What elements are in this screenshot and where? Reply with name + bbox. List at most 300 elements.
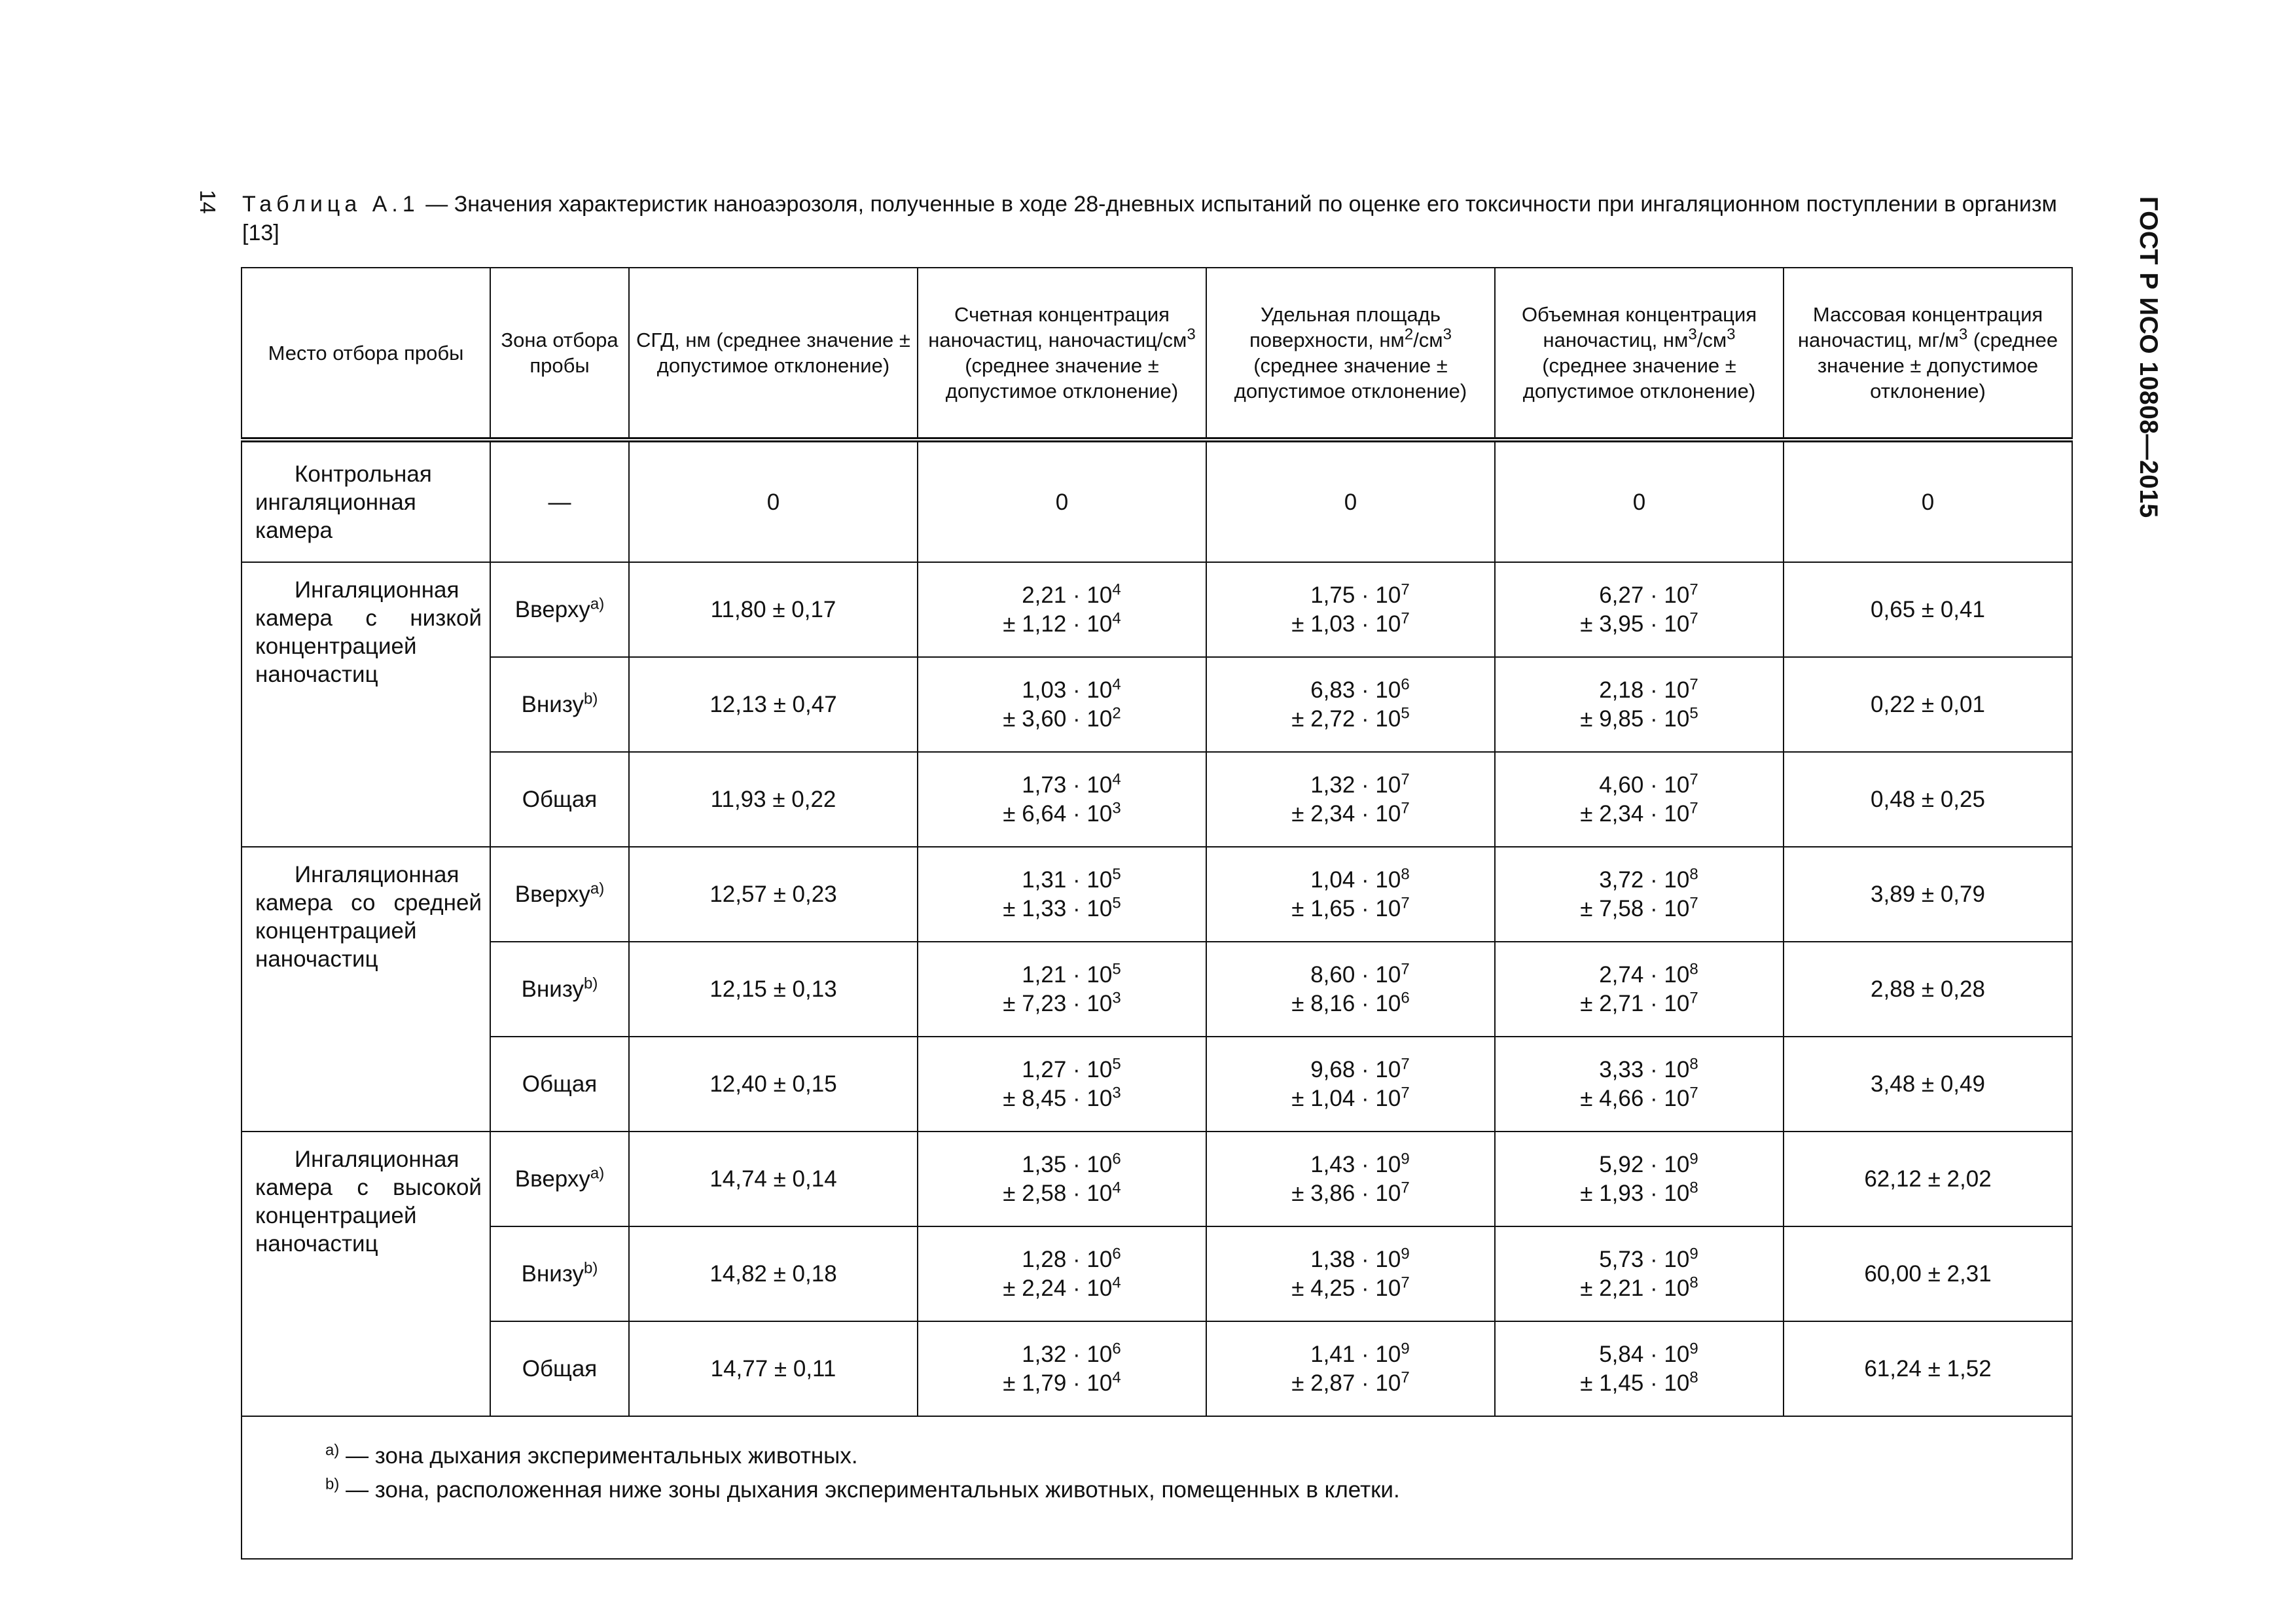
table-caption bbox=[242, 190, 2081, 247]
exponent: 4 bbox=[1112, 1368, 1121, 1386]
deviation-line bbox=[1580, 1369, 1698, 1398]
deviation-line bbox=[1291, 1084, 1409, 1113]
mean-line bbox=[1580, 676, 1698, 705]
sgd-cell: 11,93 ± 0,22 bbox=[629, 752, 918, 847]
mantissa: 1,35 · 10 bbox=[1022, 1151, 1113, 1177]
exponent: 6 bbox=[1112, 1244, 1121, 1262]
header-volume-concentration-text: /см bbox=[1696, 329, 1727, 351]
header-superscript: 3 bbox=[1727, 325, 1736, 344]
mantissa: ± 1,04 · 10 bbox=[1291, 1085, 1401, 1111]
mean-line bbox=[1003, 1340, 1121, 1369]
mean-line bbox=[1003, 961, 1121, 990]
mantissa: ± 2,21 · 10 bbox=[1580, 1275, 1690, 1301]
volume-cell bbox=[1495, 1321, 1784, 1416]
mantissa: 1,04 · 10 bbox=[1310, 866, 1401, 893]
header-superscript: 3 bbox=[1688, 325, 1697, 344]
volume-cell-value bbox=[1580, 581, 1698, 639]
surface-cell bbox=[1206, 1226, 1495, 1321]
exponent: 9 bbox=[1689, 1339, 1698, 1357]
header-mass-concentration-text: (среднее значение ± допустимое отклонение) bbox=[1817, 329, 2058, 402]
mass-cell: 0,48 ± 0,25 bbox=[1784, 752, 2072, 847]
sgd-cell: 14,82 ± 0,18 bbox=[629, 1226, 918, 1321]
exponent: 5 bbox=[1401, 704, 1410, 722]
count-cell-value bbox=[1003, 1056, 1121, 1113]
exponent: 7 bbox=[1401, 798, 1410, 817]
mean-line bbox=[1003, 771, 1121, 800]
mantissa: ± 1,12 · 10 bbox=[1003, 611, 1113, 637]
deviation-line bbox=[1003, 990, 1121, 1018]
surface-cell-value bbox=[1291, 771, 1409, 829]
mean-line bbox=[1003, 1056, 1121, 1084]
place-text: Ингаляционная камера с низкой концентрацией наночастиц bbox=[255, 577, 482, 687]
surface-cell bbox=[1206, 847, 1495, 942]
surface-cell-value bbox=[1291, 961, 1409, 1018]
mean-line bbox=[1291, 1340, 1409, 1369]
exponent: 6 bbox=[1112, 1339, 1121, 1357]
mantissa: ± 1,03 · 10 bbox=[1291, 611, 1401, 637]
table-row bbox=[242, 752, 2072, 847]
deviation-line bbox=[1003, 1084, 1121, 1113]
place-text: Ингаляционная камера с высокой концентрацией наночастиц bbox=[255, 1147, 482, 1257]
zone-text: Общая bbox=[522, 787, 598, 812]
exponent: 4 bbox=[1112, 770, 1121, 788]
surface-cell bbox=[1206, 752, 1495, 847]
deviation-line bbox=[1291, 1274, 1409, 1303]
deviation-line bbox=[1291, 990, 1409, 1018]
place-cell bbox=[242, 847, 490, 1132]
mean-line bbox=[1291, 581, 1409, 610]
control-mass-cell: 0 bbox=[1784, 440, 2072, 562]
mantissa: ± 4,66 · 10 bbox=[1580, 1085, 1690, 1111]
mass-cell: 3,89 ± 0,79 bbox=[1784, 847, 2072, 942]
deviation-line bbox=[1580, 705, 1698, 734]
exponent: 3 bbox=[1112, 798, 1121, 817]
mantissa: 5,92 · 10 bbox=[1599, 1151, 1690, 1177]
zone-cell bbox=[490, 1132, 629, 1226]
table-row bbox=[242, 1226, 2072, 1321]
zone-text: Внизу bbox=[521, 1261, 584, 1287]
page-number: 14 bbox=[196, 190, 220, 214]
deviation-line bbox=[1291, 610, 1409, 639]
header-superscript: 2 bbox=[1404, 325, 1414, 344]
count-cell-value bbox=[1003, 961, 1121, 1018]
zone-cell bbox=[490, 1226, 629, 1321]
exponent: 8 bbox=[1689, 1368, 1698, 1386]
mean-line bbox=[1580, 581, 1698, 610]
header-place: Место отбора пробы bbox=[242, 268, 490, 440]
count-cell-value bbox=[1003, 1340, 1121, 1398]
exponent: 7 bbox=[1689, 580, 1698, 598]
sgd-cell: 14,77 ± 0,11 bbox=[629, 1321, 918, 1416]
exponent: 7 bbox=[1689, 675, 1698, 693]
zone-text: Вверху bbox=[514, 882, 590, 907]
mass-cell: 0,65 ± 0,41 bbox=[1784, 562, 2072, 657]
table-header-row bbox=[242, 268, 2072, 440]
table-row bbox=[242, 1132, 2072, 1226]
mantissa: ± 3,60 · 10 bbox=[1003, 705, 1113, 732]
volume-cell bbox=[1495, 1132, 1784, 1226]
surface-cell-value bbox=[1291, 1340, 1409, 1398]
exponent: 7 bbox=[1401, 1054, 1410, 1073]
exponent: 7 bbox=[1689, 893, 1698, 912]
exponent: 5 bbox=[1112, 1054, 1121, 1073]
exponent: 3 bbox=[1112, 988, 1121, 1007]
header-mass-concentration-text: Массовая концентрация наночастиц, мг/м bbox=[1797, 303, 2043, 351]
exponent: 7 bbox=[1689, 988, 1698, 1007]
count-cell bbox=[918, 942, 1206, 1037]
mantissa: 2,18 · 10 bbox=[1599, 677, 1690, 703]
deviation-line bbox=[1291, 1179, 1409, 1208]
header-superscript: 3 bbox=[1958, 325, 1968, 344]
mantissa: ± 2,24 · 10 bbox=[1003, 1275, 1113, 1301]
header-superscript: 3 bbox=[1443, 325, 1452, 344]
header-count-concentration-text: (среднее значение ± допустимое отклонение) bbox=[945, 354, 1179, 402]
exponent: 9 bbox=[1401, 1339, 1410, 1357]
mean-line bbox=[1291, 771, 1409, 800]
mantissa: 1,32 · 10 bbox=[1310, 772, 1401, 798]
mean-line bbox=[1580, 1245, 1698, 1274]
mantissa: ± 4,25 · 10 bbox=[1291, 1275, 1401, 1301]
exponent: 7 bbox=[1401, 1083, 1410, 1101]
volume-cell-value bbox=[1580, 866, 1698, 923]
header-count-concentration bbox=[918, 268, 1206, 440]
deviation-line bbox=[1580, 990, 1698, 1018]
header-sgd: СГД, нм (среднее значение ± допустимое отклонение) bbox=[629, 268, 918, 440]
mean-line bbox=[1580, 1340, 1698, 1369]
sgd-cell: 14,74 ± 0,14 bbox=[629, 1132, 918, 1226]
mantissa: ± 3,86 · 10 bbox=[1291, 1180, 1401, 1206]
place-text: Ингаляционная камера со средней концентрацией наночастиц bbox=[255, 862, 482, 972]
deviation-line bbox=[1580, 1179, 1698, 1208]
zone-note: a) bbox=[590, 880, 605, 898]
table-row bbox=[242, 562, 2072, 657]
mean-line bbox=[1291, 1150, 1409, 1179]
surface-cell-value bbox=[1291, 581, 1409, 639]
mantissa: 1,27 · 10 bbox=[1022, 1056, 1113, 1082]
footnote-a bbox=[325, 1439, 2065, 1473]
zone-text: Внизу bbox=[521, 692, 584, 717]
count-cell bbox=[918, 562, 1206, 657]
footnotes-cell bbox=[242, 1416, 2072, 1559]
exponent: 7 bbox=[1401, 609, 1410, 627]
deviation-line bbox=[1003, 610, 1121, 639]
exponent: 7 bbox=[1689, 609, 1698, 627]
zone-note: b) bbox=[584, 690, 598, 708]
exponent: 7 bbox=[1401, 1178, 1410, 1196]
deviation-line bbox=[1003, 1179, 1121, 1208]
exponent: 7 bbox=[1401, 1368, 1410, 1386]
mantissa: ± 2,34 · 10 bbox=[1291, 800, 1401, 827]
mantissa: 1,31 · 10 bbox=[1022, 866, 1113, 893]
mantissa: ± 2,58 · 10 bbox=[1003, 1180, 1113, 1206]
mantissa: 1,32 · 10 bbox=[1022, 1341, 1113, 1367]
surface-cell bbox=[1206, 1037, 1495, 1132]
deviation-line bbox=[1580, 1084, 1698, 1113]
mantissa: ± 2,34 · 10 bbox=[1580, 800, 1690, 827]
zone-text: Вверху bbox=[514, 1166, 590, 1192]
exponent: 8 bbox=[1689, 865, 1698, 883]
count-cell bbox=[918, 657, 1206, 752]
mantissa: ± 8,45 · 10 bbox=[1003, 1085, 1113, 1111]
sgd-cell: 12,15 ± 0,13 bbox=[629, 942, 918, 1037]
volume-cell bbox=[1495, 1226, 1784, 1321]
zone-cell bbox=[490, 752, 629, 847]
table-caption-label: Таблица А.1 bbox=[242, 192, 420, 217]
mass-cell: 0,22 ± 0,01 bbox=[1784, 657, 2072, 752]
exponent: 9 bbox=[1689, 1244, 1698, 1262]
sgd-cell: 12,57 ± 0,23 bbox=[629, 847, 918, 942]
control-sgd-cell: 0 bbox=[629, 440, 918, 562]
exponent: 2 bbox=[1112, 704, 1121, 722]
mean-line bbox=[1291, 1056, 1409, 1084]
zone-cell bbox=[490, 657, 629, 752]
count-cell bbox=[918, 847, 1206, 942]
exponent: 7 bbox=[1401, 893, 1410, 912]
exponent: 6 bbox=[1401, 675, 1410, 693]
mantissa: ± 3,95 · 10 bbox=[1580, 611, 1690, 637]
mass-cell: 60,00 ± 2,31 bbox=[1784, 1226, 2072, 1321]
control-place-text: Контрольная ингаляционная камера bbox=[255, 461, 432, 543]
deviation-line bbox=[1580, 800, 1698, 829]
mantissa: ± 6,64 · 10 bbox=[1003, 800, 1113, 827]
volume-cell-value bbox=[1580, 961, 1698, 1018]
count-cell-value bbox=[1003, 1245, 1121, 1303]
control-count-cell: 0 bbox=[918, 440, 1206, 562]
exponent: 5 bbox=[1689, 704, 1698, 722]
surface-cell bbox=[1206, 1321, 1495, 1416]
exponent: 4 bbox=[1112, 675, 1121, 693]
exponent: 6 bbox=[1401, 988, 1410, 1007]
mass-cell: 2,88 ± 0,28 bbox=[1784, 942, 2072, 1037]
header-superscript: 3 bbox=[1187, 325, 1196, 344]
zone-cell bbox=[490, 1037, 629, 1132]
mantissa: 1,03 · 10 bbox=[1022, 677, 1113, 703]
mantissa: 6,83 · 10 bbox=[1310, 677, 1401, 703]
volume-cell bbox=[1495, 752, 1784, 847]
zone-text: Вверху bbox=[514, 597, 590, 622]
surface-cell bbox=[1206, 562, 1495, 657]
control-volume-cell: 0 bbox=[1495, 440, 1784, 562]
zone-text: Общая bbox=[522, 1071, 598, 1097]
zone-note: b) bbox=[584, 1259, 598, 1277]
mantissa: ± 8,16 · 10 bbox=[1291, 990, 1401, 1016]
header-mass-concentration bbox=[1784, 268, 2072, 440]
volume-cell bbox=[1495, 1037, 1784, 1132]
mean-line bbox=[1291, 961, 1409, 990]
header-surface-area-text: Удельная площадь поверхности, нм bbox=[1249, 303, 1441, 351]
deviation-line bbox=[1003, 1274, 1121, 1303]
mean-line bbox=[1291, 866, 1409, 895]
exponent: 4 bbox=[1112, 609, 1121, 627]
header-surface-area bbox=[1206, 268, 1495, 440]
mantissa: 4,60 · 10 bbox=[1599, 772, 1690, 798]
mantissa: ± 1,93 · 10 bbox=[1580, 1180, 1690, 1206]
volume-cell-value bbox=[1580, 1056, 1698, 1113]
surface-cell bbox=[1206, 1132, 1495, 1226]
mantissa: ± 2,87 · 10 bbox=[1291, 1370, 1401, 1396]
zone-cell bbox=[490, 562, 629, 657]
zone-note: a) bbox=[590, 595, 605, 613]
mantissa: 1,73 · 10 bbox=[1022, 772, 1113, 798]
mean-line bbox=[1580, 771, 1698, 800]
deviation-line bbox=[1003, 705, 1121, 734]
zone-text: Внизу bbox=[521, 976, 584, 1002]
zone-note: a) bbox=[590, 1164, 605, 1183]
table-row bbox=[242, 1321, 2072, 1416]
footnote-b bbox=[325, 1473, 2065, 1507]
count-cell-value bbox=[1003, 771, 1121, 829]
surface-cell-value bbox=[1291, 1245, 1409, 1303]
footnote-mark: a) bbox=[325, 1441, 340, 1459]
mantissa: ± 1,33 · 10 bbox=[1003, 895, 1113, 921]
footnote-mark: b) bbox=[325, 1475, 340, 1493]
mean-line bbox=[1291, 676, 1409, 705]
volume-cell-value bbox=[1580, 771, 1698, 829]
exponent: 4 bbox=[1112, 580, 1121, 598]
header-volume-concentration-text: (среднее значение ± допустимое отклонение) bbox=[1522, 354, 1756, 402]
exponent: 4 bbox=[1112, 1273, 1121, 1291]
exponent: 6 bbox=[1112, 1149, 1121, 1168]
exponent: 7 bbox=[1401, 1273, 1410, 1291]
mantissa: 5,73 · 10 bbox=[1599, 1246, 1690, 1272]
zone-note: b) bbox=[584, 974, 598, 993]
volume-cell bbox=[1495, 562, 1784, 657]
mantissa: 8,60 · 10 bbox=[1310, 961, 1401, 988]
exponent: 3 bbox=[1112, 1083, 1121, 1101]
table-caption-text: — Значения характеристик наноаэрозоля, полученные в ходе 28-дневных испытаний по оценке его токсичности при ингаляционном поступлении в организм [13] bbox=[242, 192, 2057, 245]
surface-cell-value bbox=[1291, 676, 1409, 734]
place-cell bbox=[242, 562, 490, 847]
exponent: 8 bbox=[1689, 959, 1698, 978]
footnotes-row bbox=[242, 1416, 2072, 1559]
count-cell-value bbox=[1003, 676, 1121, 734]
volume-cell bbox=[1495, 657, 1784, 752]
place-cell bbox=[242, 1132, 490, 1416]
count-cell-value bbox=[1003, 866, 1121, 923]
mantissa: 1,43 · 10 bbox=[1310, 1151, 1401, 1177]
count-cell bbox=[918, 1037, 1206, 1132]
zone-text: Общая bbox=[522, 1356, 598, 1382]
mantissa: ± 2,71 · 10 bbox=[1580, 990, 1690, 1016]
mean-line bbox=[1580, 866, 1698, 895]
mean-line bbox=[1003, 581, 1121, 610]
deviation-line bbox=[1291, 705, 1409, 734]
deviation-line bbox=[1003, 895, 1121, 923]
exponent: 7 bbox=[1401, 770, 1410, 788]
count-cell bbox=[918, 1226, 1206, 1321]
exponent: 5 bbox=[1112, 865, 1121, 883]
mantissa: 1,28 · 10 bbox=[1022, 1246, 1113, 1272]
mean-line bbox=[1580, 1150, 1698, 1179]
exponent: 8 bbox=[1689, 1054, 1698, 1073]
exponent: 7 bbox=[1401, 959, 1410, 978]
exponent: 8 bbox=[1401, 865, 1410, 883]
mantissa: ± 7,23 · 10 bbox=[1003, 990, 1113, 1016]
surface-cell-value bbox=[1291, 1150, 1409, 1208]
header-count-concentration-text: Счетная концентрация наночастиц, наночастиц/см bbox=[928, 303, 1187, 351]
header-zone: Зона отбора пробы bbox=[490, 268, 629, 440]
surface-cell bbox=[1206, 657, 1495, 752]
control-surface-cell: 0 bbox=[1206, 440, 1495, 562]
volume-cell-value bbox=[1580, 1150, 1698, 1208]
deviation-line bbox=[1003, 1369, 1121, 1398]
mean-line bbox=[1003, 866, 1121, 895]
table-row bbox=[242, 942, 2072, 1037]
table-row bbox=[242, 657, 2072, 752]
header-surface-area-text: /см bbox=[1413, 329, 1443, 351]
surface-cell bbox=[1206, 942, 1495, 1037]
count-cell bbox=[918, 1321, 1206, 1416]
header-volume-concentration bbox=[1495, 268, 1784, 440]
mantissa: 1,21 · 10 bbox=[1022, 961, 1113, 988]
zone-cell bbox=[490, 847, 629, 942]
exponent: 9 bbox=[1401, 1244, 1410, 1262]
deviation-line bbox=[1580, 1274, 1698, 1303]
footnote-text: — зона, расположенная ниже зоны дыхания экспериментальных животных, помещенных в клетки. bbox=[339, 1477, 1400, 1503]
deviation-line bbox=[1580, 610, 1698, 639]
count-cell bbox=[918, 752, 1206, 847]
mantissa: ± 2,72 · 10 bbox=[1291, 705, 1401, 732]
sgd-cell: 12,13 ± 0,47 bbox=[629, 657, 918, 752]
volume-cell-value bbox=[1580, 676, 1698, 734]
mantissa: 1,41 · 10 bbox=[1310, 1341, 1401, 1367]
exponent: 7 bbox=[1689, 798, 1698, 817]
data-table bbox=[241, 267, 2073, 1560]
sgd-cell: 12,40 ± 0,15 bbox=[629, 1037, 918, 1132]
mantissa: 3,72 · 10 bbox=[1599, 866, 1690, 893]
control-place-cell bbox=[242, 440, 490, 562]
exponent: 9 bbox=[1689, 1149, 1698, 1168]
deviation-line bbox=[1580, 895, 1698, 923]
header-surface-area-text: (среднее значение ± допустимое отклонение) bbox=[1234, 354, 1467, 402]
exponent: 7 bbox=[1689, 1083, 1698, 1101]
mantissa: ± 1,45 · 10 bbox=[1580, 1370, 1690, 1396]
control-zone-cell: — bbox=[490, 440, 629, 562]
exponent: 5 bbox=[1112, 959, 1121, 978]
surface-cell-value bbox=[1291, 866, 1409, 923]
exponent: 7 bbox=[1689, 770, 1698, 788]
zone-cell bbox=[490, 942, 629, 1037]
header-volume-concentration-text: Объемная концентрация наночастиц, нм bbox=[1521, 303, 1757, 351]
mantissa: 6,27 · 10 bbox=[1599, 582, 1690, 608]
mantissa: ± 9,85 · 10 bbox=[1580, 705, 1690, 732]
exponent: 4 bbox=[1112, 1178, 1121, 1196]
table-row bbox=[242, 847, 2072, 942]
mantissa: 5,84 · 10 bbox=[1599, 1341, 1690, 1367]
deviation-line bbox=[1291, 1369, 1409, 1398]
mass-cell: 61,24 ± 1,52 bbox=[1784, 1321, 2072, 1416]
count-cell-value bbox=[1003, 1150, 1121, 1208]
mantissa: ± 1,65 · 10 bbox=[1291, 895, 1401, 921]
mantissa: 2,74 · 10 bbox=[1599, 961, 1690, 988]
mantissa: 2,21 · 10 bbox=[1022, 582, 1113, 608]
exponent: 5 bbox=[1112, 893, 1121, 912]
surface-cell-value bbox=[1291, 1056, 1409, 1113]
mean-line bbox=[1580, 961, 1698, 990]
mass-cell: 62,12 ± 2,02 bbox=[1784, 1132, 2072, 1226]
zone-cell bbox=[490, 1321, 629, 1416]
deviation-line bbox=[1291, 895, 1409, 923]
volume-cell-value bbox=[1580, 1340, 1698, 1398]
exponent: 8 bbox=[1689, 1273, 1698, 1291]
mean-line bbox=[1003, 676, 1121, 705]
mantissa: 9,68 · 10 bbox=[1310, 1056, 1401, 1082]
table-row bbox=[242, 1037, 2072, 1132]
mantissa: 1,75 · 10 bbox=[1310, 582, 1401, 608]
volume-cell-value bbox=[1580, 1245, 1698, 1303]
exponent: 8 bbox=[1689, 1178, 1698, 1196]
deviation-line bbox=[1291, 800, 1409, 829]
